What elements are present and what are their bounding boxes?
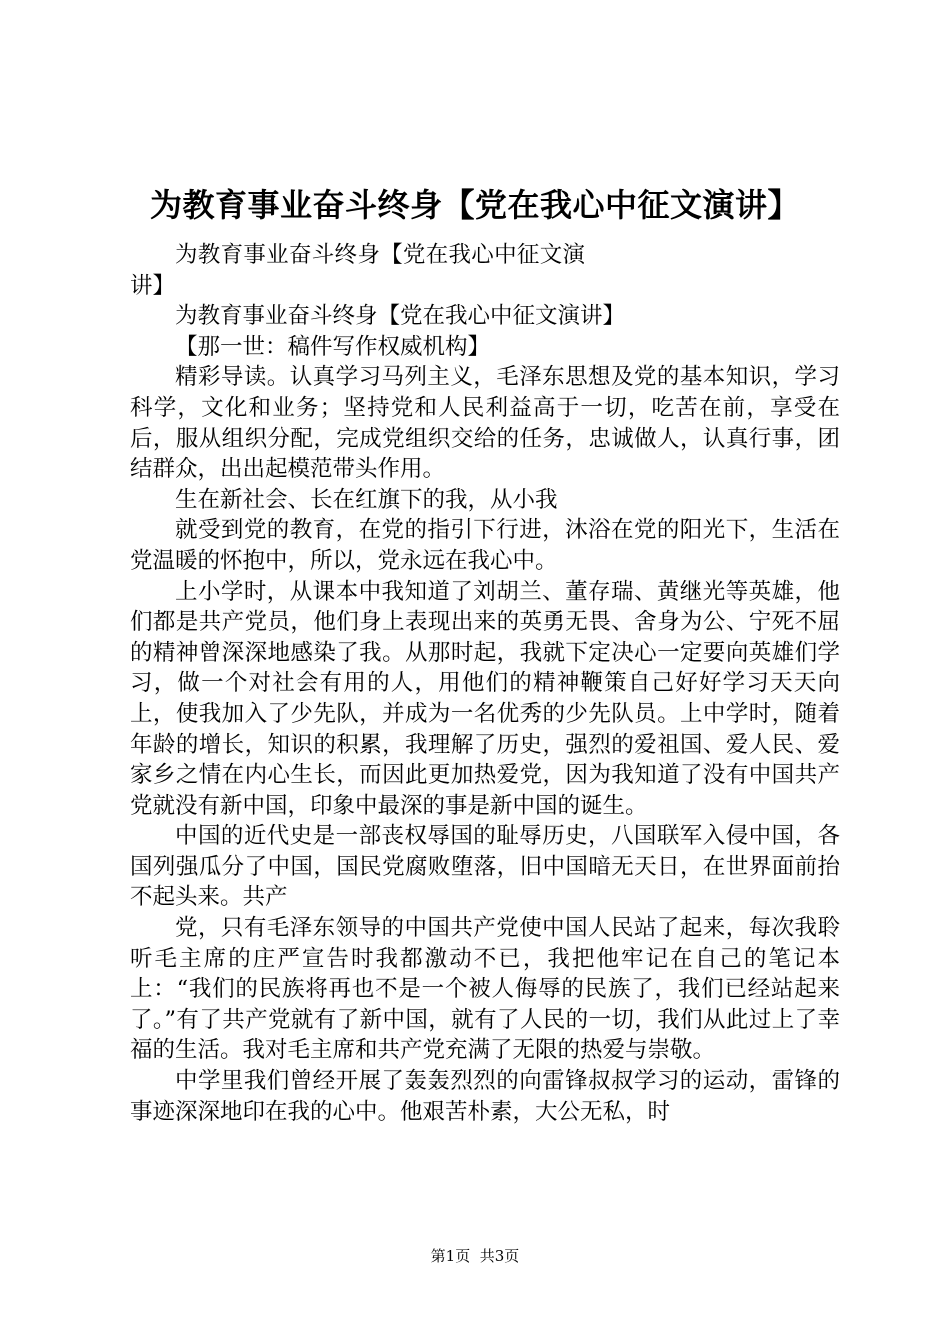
page-footer — [0, 1246, 950, 1266]
page-total: 共3页 — [479, 1247, 520, 1265]
paragraph: 精彩导读。认真学习马列主义，毛泽东思想及党的基本知识，学习科学，文化和业务；坚持党和人民利益高于一切，吃苦在前，享受在后，服从组织分配，完成党组织交给的任务，忠诚做人，认真行事，团结群众，出出起模范带头作用。 — [130, 364, 840, 483]
paragraph: 上小学时，从课本中我知道了刘胡兰、董存瑞、黄继光等英雄，他们都是共产党员，他们身上表现出来的英勇无畏、舍身为公、宁死不屈的精神曾深深地感染了我。从那时起，我就下定决心一定要向英雄们学习，做一个对社会有用的人，用他们的精神鞭策自己好好学习天天向上，使我加入了少先队，并成为一名优秀的少先队员。上中学时，随着年龄的增长，知识的积累，我理解了历史，强烈的爱祖国、爱人民、爱家乡之情在内心生长，而因此更加热爱党，因为我知道了没有中国共产党就没有新中国，印象中最深的事是新中国的诞生。 — [130, 578, 840, 819]
document-title: 为教育事业奋斗终身【党在我心中征文演讲】 — [149, 186, 800, 224]
paragraph: 中国的近代史是一部丧权辱国的耻辱历史，八国联军入侵中国，各国列强瓜分了中国，国民党腐败堕落，旧中国暗无天日，在世界面前抬不起头来。共产 — [130, 823, 840, 911]
page-number: 第1页 — [430, 1247, 471, 1265]
paragraph: 生在新社会、长在红旗下的我，从小我 — [175, 486, 558, 513]
document-body — [130, 240, 840, 1127]
paragraph-subtitle: 为教育事业奋斗终身【党在我心中征文演讲】 — [130, 242, 585, 299]
paragraph-source: 【那一世：稿件写作权威机构】 — [175, 333, 491, 360]
paragraph: 中学里我们曾经开展了轰轰烈烈的向雷锋叔叔学习的运动，雷锋的事迹深深地印在我的心中。他艰苦朴素，大公无私，时 — [130, 1068, 840, 1125]
paragraph-title-repeat: 为教育事业奋斗终身【党在我心中征文演讲】 — [175, 303, 626, 330]
paragraph: 党，只有毛泽东领导的中国共产党使中国人民站了起来，每次我聆听毛主席的庄严宣告时我都激动不已，我把他牢记在自己的笔记本上：“我们的民族将再也不是一个被人侮辱的民族了，我们已经站起来了。”有了共产党就有了新中国，就有了人民的一切，我们从此过上了幸福的生活。我对毛主席和共产党充满了无限的热爱与崇敬。 — [130, 915, 840, 1064]
footer-spacer — [470, 1247, 480, 1265]
paragraph: 就受到党的教育，在党的指引下行进，沐浴在党的阳光下，生活在党温暖的怀抱中，所以，党永远在我心中。 — [130, 517, 840, 574]
